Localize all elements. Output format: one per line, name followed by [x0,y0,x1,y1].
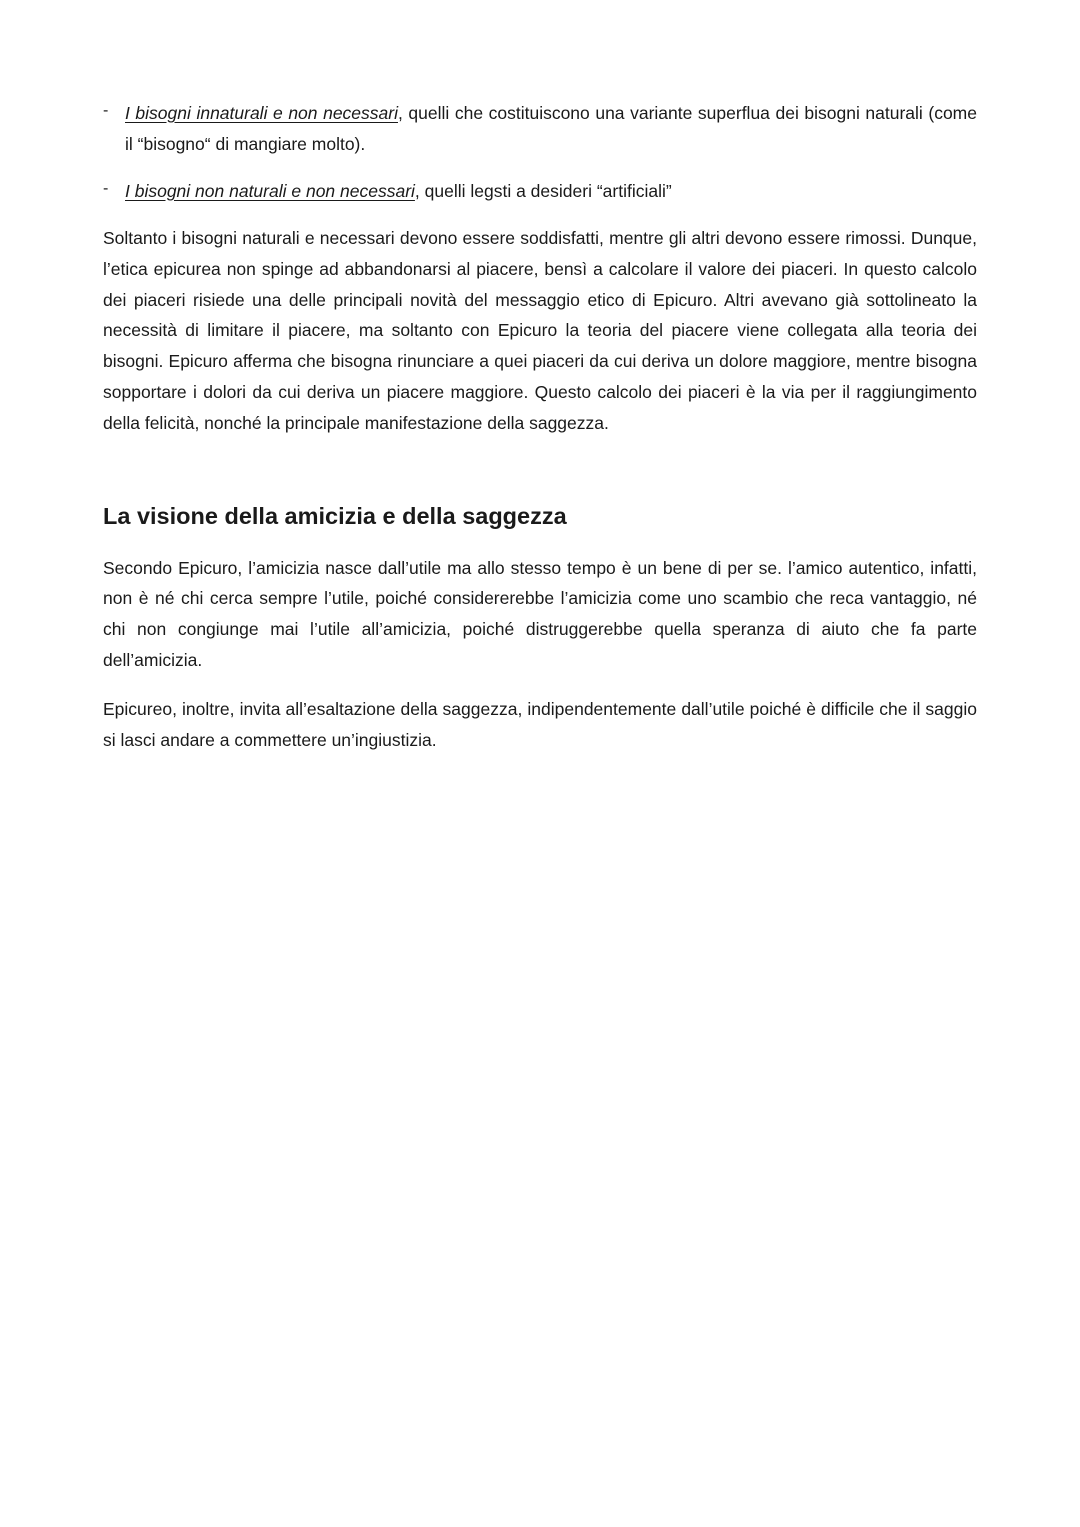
bullet-marker: - [103,102,109,119]
bullet-text: , quelli che costituiscono una variante superflua dei bisogni naturali (come il “bisogno“ di mangiare molto). [125,103,977,154]
bullet-term: I bisogni innaturali e non necessari [125,103,398,123]
paragraph-friendship: Secondo Epicuro, l’amicizia nasce dall’utile ma allo stesso tempo è un bene di per se. l’amico autentico, infatti, non è né chi cerca sempre l’utile, poiché considererebbe l’amicizia come uno scambio che reca vantaggio, né chi non congiunge mai l’utile all’amicizia, poiché distruggerebbe quella speranza di aiuto che fa parte dell’amicizia. [103,557,977,670]
bullet-text: , quelli legsti a desideri “artificiali” [414,181,672,201]
bullet-term: I bisogni non naturali e non necessari [125,181,415,201]
paragraph-wisdom: Epicureo, inoltre, invita all’esaltazione della saggezza, indipendentemente dall’utile poiché è difficile che il saggio si lasci andare a commettere un’ingiustizia. [103,698,977,750]
bullet-marker: - [103,180,109,197]
bullet-unnatural-unnecessary-needs [103,98,977,160]
section-title: La visione della amicizia e della saggezza [103,502,567,529]
paragraph-pleasure-calculus: Soltanto i bisogni naturali e necessari devono essere soddisfatti, mentre gli altri devono essere rimossi. Dunque, l’etica epicurea non spinge ad abbandonarsi al piacere, bensì a calcolare il valore dei piaceri. In questo calcolo dei piaceri risiede una delle principali novità del messaggio etico di Epicuro. Altri avevano già sottolineato la necessità di limitare il piacere, ma soltanto con Epicuro la teoria del piacere viene collegata alla teoria dei bisogni. Epicuro afferma che bisogna rinunciare a quei piaceri da cui deriva un dolore maggiore, mentre bisogna sopportare i dolori da cui deriva un piacere maggiore. Questo calcolo dei piaceri è la via per il raggiungimento della felicità, nonché la principale manifestazione della saggezza. [103,228,977,433]
bullet-non-natural-unnecessary-needs [103,176,977,207]
document-page [103,98,977,773]
